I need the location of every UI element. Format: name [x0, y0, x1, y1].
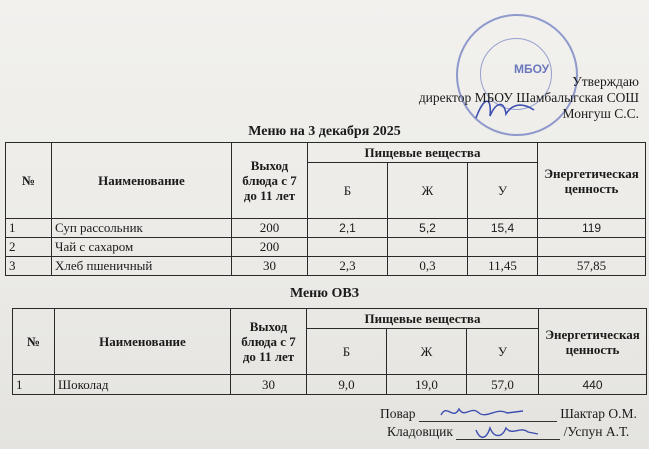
header-energy: Энергетическая ценность [538, 143, 646, 219]
ovz-menu-table [12, 308, 647, 395]
row-energy [538, 238, 646, 257]
header-nutrients: Пищевые вещества [308, 143, 538, 163]
header-fat: Ж [387, 329, 467, 375]
header-energy: Энергетическая ценность [539, 309, 647, 375]
row-name: Шоколад [55, 375, 231, 395]
row-num: 2 [6, 238, 52, 257]
row-yield: 30 [231, 375, 307, 395]
row-energy: 57,85 [538, 257, 646, 276]
row-fat: 5,2 [388, 219, 468, 238]
row-carbs [468, 238, 538, 257]
row-num: 1 [6, 219, 52, 238]
row-yield: 200 [232, 219, 308, 238]
header-protein: Б [308, 163, 388, 219]
row-yield: 30 [232, 257, 308, 276]
row-fat: 19,0 [387, 375, 467, 395]
row-name: Чай с сахаром [52, 238, 232, 257]
header-protein: Б [307, 329, 387, 375]
row-fat: 0,3 [388, 257, 468, 276]
row-carbs: 11,45 [468, 257, 538, 276]
cook-label: Повар [380, 406, 416, 421]
row-carbs: 15,4 [468, 219, 538, 238]
header-yield: Выход блюда с 7 до 11 лет [231, 309, 307, 375]
row-name: Хлеб пшеничный [52, 257, 232, 276]
stamp-label: МБОУ [514, 62, 550, 76]
approval-word: Утверждаю [572, 74, 639, 89]
row-protein [308, 238, 388, 257]
storekeeper-name: /Успун А.Т. [563, 424, 630, 439]
ovz-menu-title: Меню ОВЗ [289, 286, 360, 301]
row-protein: 9,0 [307, 375, 387, 395]
header-carbs: У [468, 163, 538, 219]
approval-block [419, 74, 639, 122]
table-row [6, 238, 646, 257]
table-row [6, 219, 646, 238]
storekeeper-signature [472, 420, 542, 442]
header-num: № [6, 143, 52, 219]
table-row [6, 257, 646, 276]
approval-position: директор МБОУ Шамбалыгская СОШ [418, 90, 639, 105]
header-name: Наименование [55, 309, 231, 375]
header-nutrients: Пищевые вещества [307, 309, 539, 329]
row-energy: 119 [538, 219, 646, 238]
row-num: 1 [13, 375, 55, 395]
header-fat: Ж [388, 163, 468, 219]
row-carbs: 57,0 [467, 375, 539, 395]
cook-name: Шактар О.М. [560, 406, 637, 421]
header-yield: Выход блюда с 7 до 11 лет [232, 143, 308, 219]
row-protein: 2,1 [308, 219, 388, 238]
header-name: Наименование [52, 143, 232, 219]
row-fat [388, 238, 468, 257]
header-carbs: У [467, 329, 539, 375]
storekeeper-label: Кладовщик [387, 424, 453, 439]
row-energy: 440 [539, 375, 647, 395]
storekeeper-signature-line [387, 424, 629, 440]
approval-director-name: Монгуш С.С. [562, 106, 639, 121]
table-row [13, 375, 647, 395]
row-num: 3 [6, 257, 52, 276]
menu-title: Меню на 3 декабря 2025 [248, 124, 401, 139]
row-protein: 2,3 [308, 257, 388, 276]
storekeeper-signature-field [456, 425, 560, 440]
menu-table [5, 142, 646, 276]
row-name: Суп рассольник [52, 219, 232, 238]
row-yield: 200 [232, 238, 308, 257]
header-num: № [13, 309, 55, 375]
